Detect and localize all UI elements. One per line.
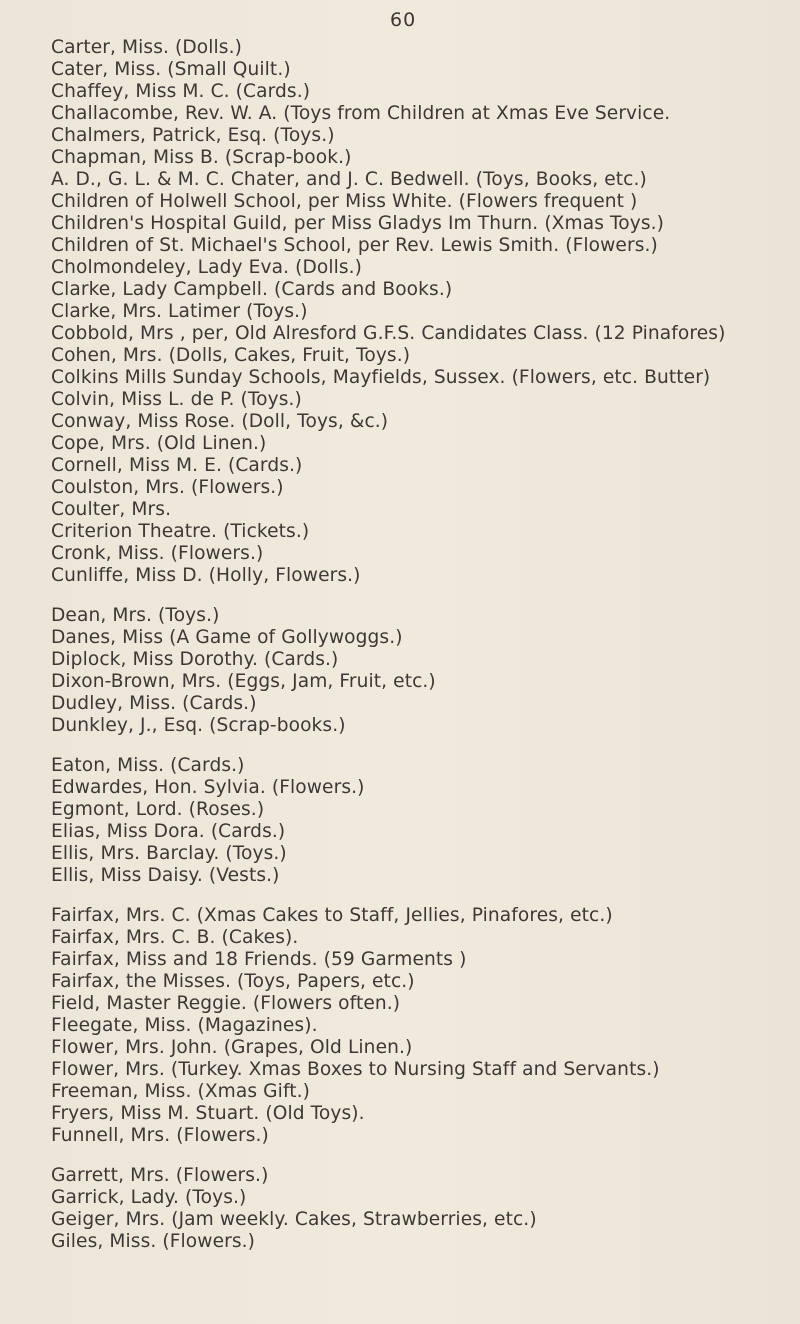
list-entry: Garrick, Lady. (Toys.)	[51, 1187, 247, 1208]
list-entry: Cater, Miss. (Small Quilt.)	[51, 59, 291, 80]
list-entry: Clarke, Lady Campbell. (Cards and Books.)	[51, 279, 453, 300]
list-entry: Fleegate, Miss. (Magazines).	[51, 1015, 318, 1036]
list-entry: A. D., G. L. & M. C. Chater, and J. C. Bedwell. (Toys, Books, etc.)	[51, 169, 647, 190]
list-entry: Coulter, Mrs.	[51, 499, 172, 520]
list-entry: Colkins Mills Sunday Schools, Mayfields, Sussex. (Flowers, etc. Butter)	[51, 367, 711, 388]
list-entry: Elias, Miss Dora. (Cards.)	[51, 821, 286, 842]
page-number: 60	[390, 9, 417, 31]
list-entry: Egmont, Lord. (Roses.)	[51, 799, 265, 820]
list-entry: Garrett, Mrs. (Flowers.)	[51, 1165, 269, 1186]
list-entry: Ellis, Miss Daisy. (Vests.)	[51, 865, 280, 886]
list-entry: Dixon-Brown, Mrs. (Eggs, Jam, Fruit, etc.)	[51, 671, 436, 692]
list-entry: Cohen, Mrs. (Dolls, Cakes, Fruit, Toys.)	[51, 345, 411, 366]
list-entry: Clarke, Mrs. Latimer (Toys.)	[51, 301, 308, 322]
list-entry: Chaffey, Miss M. C. (Cards.)	[51, 81, 311, 102]
list-entry: Fryers, Miss M. Stuart. (Old Toys).	[51, 1103, 365, 1124]
list-entry: Chapman, Miss B. (Scrap-book.)	[51, 147, 352, 168]
list-entry: Flower, Mrs. John. (Grapes, Old Linen.)	[51, 1037, 413, 1058]
list-entry: Fairfax, Mrs. C. B. (Cakes).	[51, 927, 299, 948]
list-entry: Field, Master Reggie. (Flowers often.)	[51, 993, 401, 1014]
group-c	[51, 37, 796, 587]
list-entry: Danes, Miss (A Game of Gollywoggs.)	[51, 627, 403, 648]
group-f	[51, 905, 796, 1147]
list-entry: Ellis, Mrs. Barclay. (Toys.)	[51, 843, 287, 864]
list-entry: Children's Hospital Guild, per Miss Gladys Im Thurn. (Xmas Toys.)	[51, 213, 665, 234]
list-entry: Diplock, Miss Dorothy. (Cards.)	[51, 649, 339, 670]
list-entry: Cobbold, Mrs , per, Old Alresford G.F.S. Candidates Class. (12 Pinafores)	[51, 323, 726, 344]
list-entry: Freeman, Miss. (Xmas Gift.)	[51, 1081, 311, 1102]
group-e	[51, 755, 796, 887]
list-entry: Chalmers, Patrick, Esq. (Toys.)	[51, 125, 335, 146]
list-entry: Colvin, Miss L. de P. (Toys.)	[51, 389, 302, 410]
list-entry: Eaton, Miss. (Cards.)	[51, 755, 245, 776]
group-d	[51, 605, 796, 737]
list-entry: Dunkley, J., Esq. (Scrap-books.)	[51, 715, 346, 736]
list-entry: Fairfax, the Misses. (Toys, Papers, etc.)	[51, 971, 415, 992]
list-entry: Criterion Theatre. (Tickets.)	[51, 521, 310, 542]
list-entry: Children of Holwell School, per Miss White. (Flowers frequent )	[51, 191, 638, 212]
list-entry: Fairfax, Miss and 18 Friends. (59 Garments )	[51, 949, 467, 970]
list-entry: Challacombe, Rev. W. A. (Toys from Children at Xmas Eve Service.	[51, 103, 671, 124]
group-g	[51, 1165, 796, 1253]
list-entry: Children of St. Michael's School, per Rev. Lewis Smith. (Flowers.)	[51, 235, 658, 256]
list-entry: Flower, Mrs. (Turkey. Xmas Boxes to Nursing Staff and Servants.)	[51, 1059, 660, 1080]
list-entry: Coulston, Mrs. (Flowers.)	[51, 477, 284, 498]
donor-list	[51, 37, 796, 1253]
list-entry: Dean, Mrs. (Toys.)	[51, 605, 220, 626]
list-entry: Edwardes, Hon. Sylvia. (Flowers.)	[51, 777, 365, 798]
list-entry: Conway, Miss Rose. (Doll, Toys, &c.)	[51, 411, 389, 432]
list-entry: Cholmondeley, Lady Eva. (Dolls.)	[51, 257, 363, 278]
list-entry: Giles, Miss. (Flowers.)	[51, 1231, 256, 1252]
list-entry: Geiger, Mrs. (Jam weekly. Cakes, Strawberries, etc.)	[51, 1209, 537, 1230]
list-entry: Cope, Mrs. (Old Linen.)	[51, 433, 267, 454]
list-entry: Cunliffe, Miss D. (Holly, Flowers.)	[51, 565, 361, 586]
list-entry: Fairfax, Mrs. C. (Xmas Cakes to Staff, Jellies, Pinafores, etc.)	[51, 905, 613, 926]
list-entry: Funnell, Mrs. (Flowers.)	[51, 1125, 269, 1146]
list-entry: Cronk, Miss. (Flowers.)	[51, 543, 264, 564]
list-entry: Cornell, Miss M. E. (Cards.)	[51, 455, 303, 476]
list-entry: Carter, Miss. (Dolls.)	[51, 37, 242, 58]
list-entry: Dudley, Miss. (Cards.)	[51, 693, 257, 714]
